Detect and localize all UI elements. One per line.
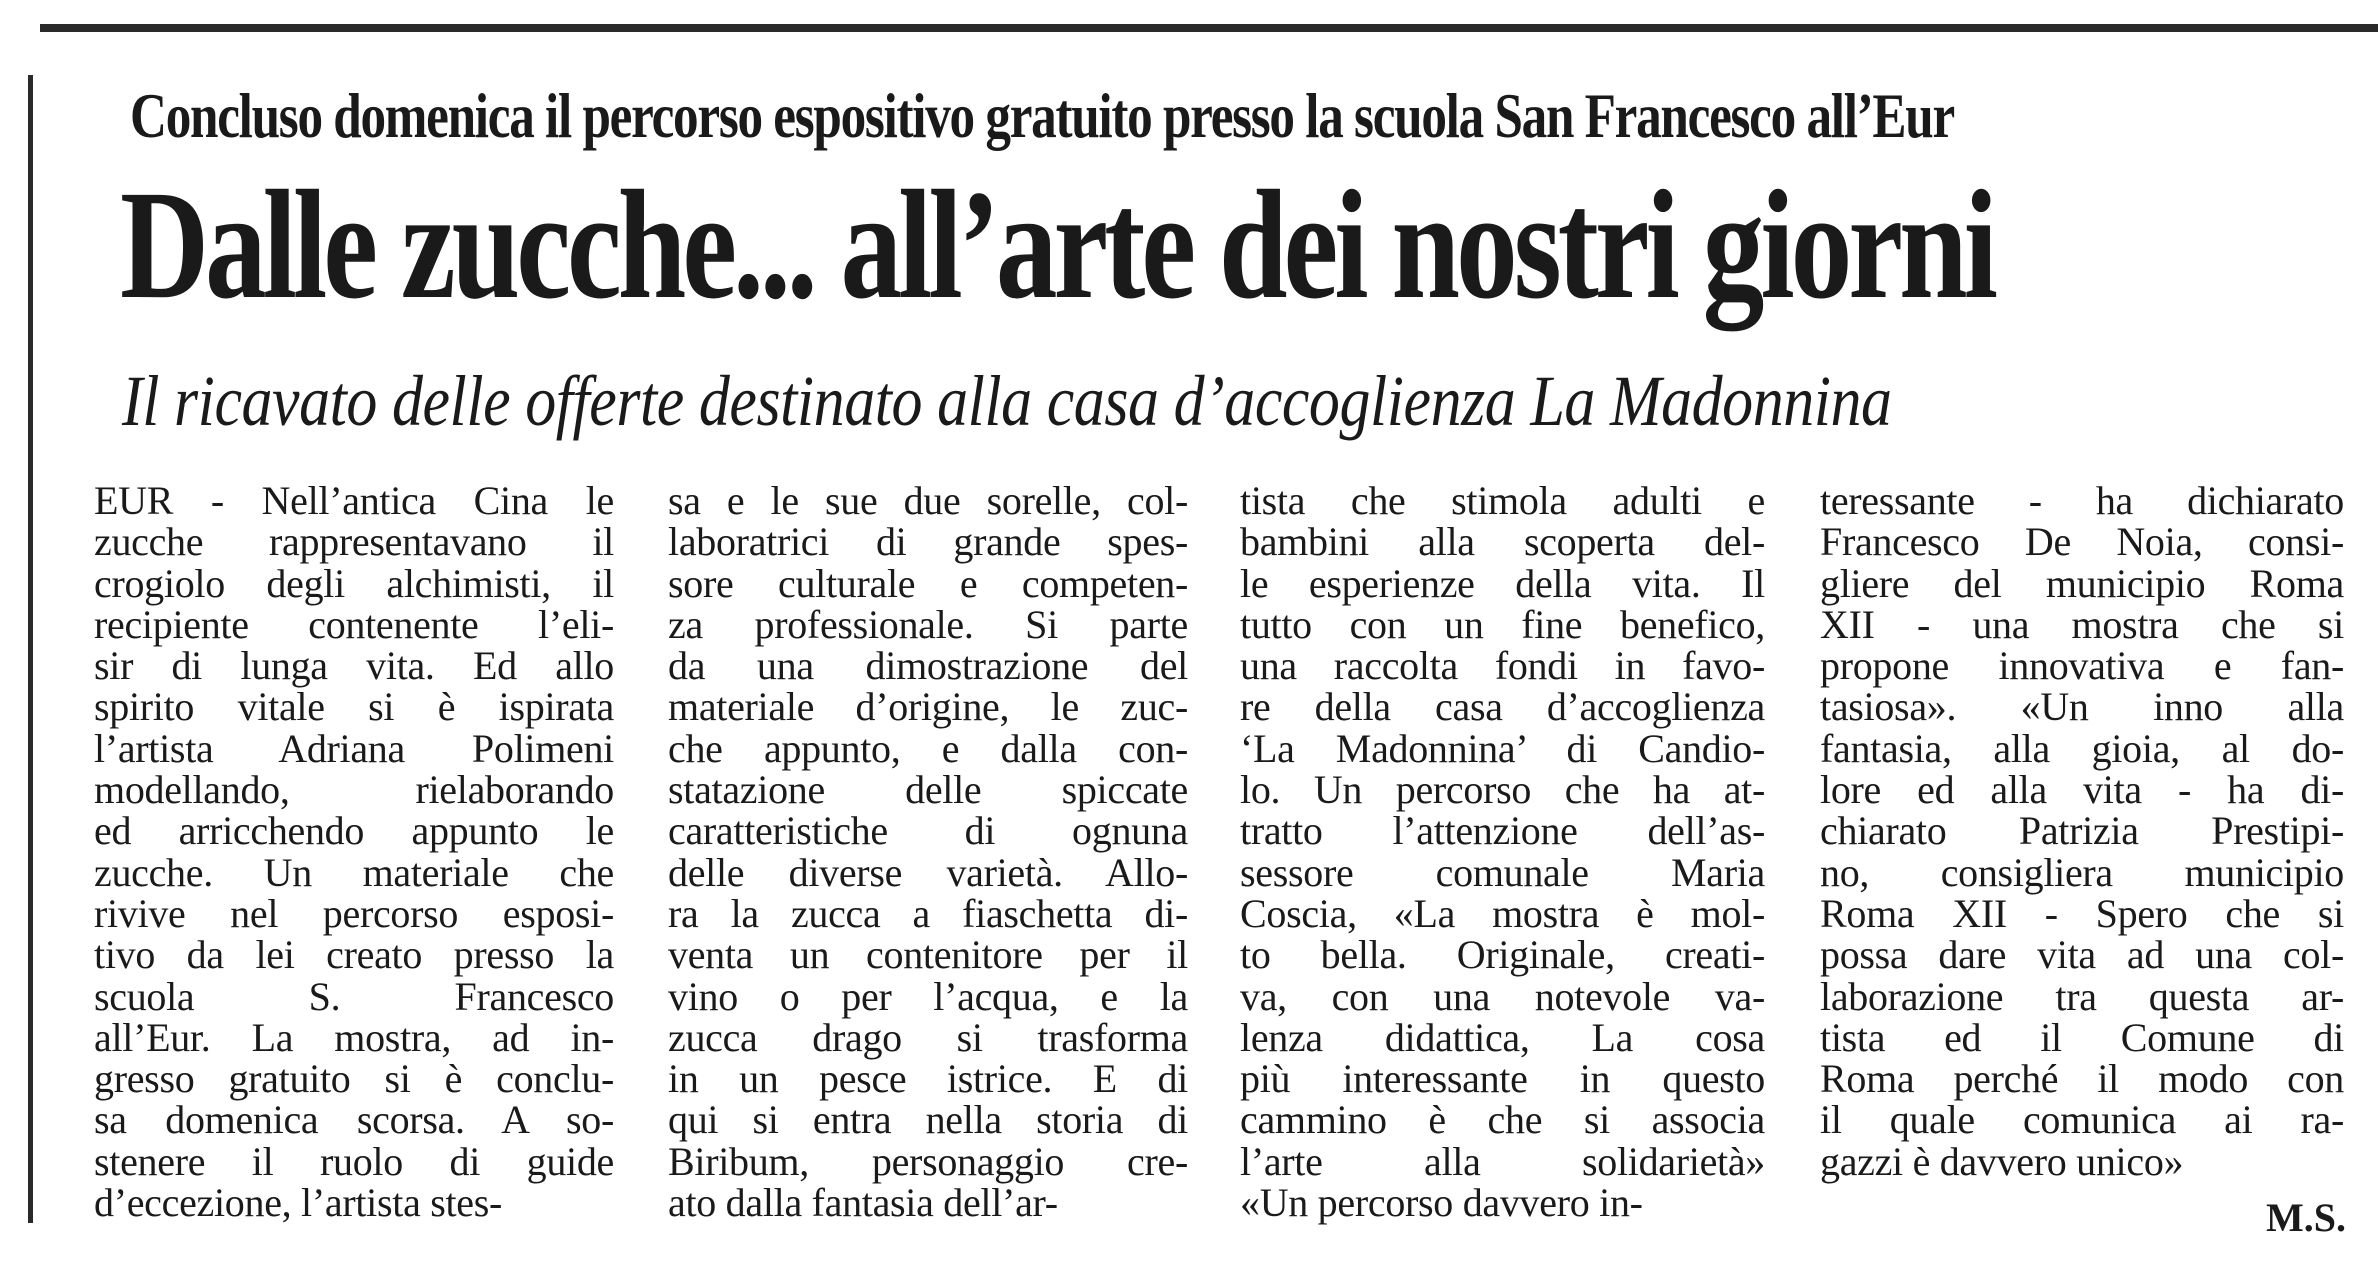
text-line: lenza didattica, La cosa: [1240, 1014, 1765, 1060]
text-line: sa e le sue due sorelle, col-: [668, 478, 1188, 523]
text-line: le esperienze della vita. Il: [1240, 560, 1765, 606]
text-line: da una dimostrazione del: [668, 643, 1188, 689]
text-line: ato dalla fantasia dell’ar-: [668, 1180, 1058, 1226]
text-line: sore culturale e competen-: [668, 560, 1188, 606]
text-line: che appunto, e dalla con-: [668, 725, 1188, 771]
text-line: teressante - ha dichiarato: [1820, 478, 2344, 523]
text-line: recipiente contenente l’eli-: [94, 601, 614, 647]
text-line: caratteristiche di ognuna: [668, 808, 1188, 854]
text-line: tista che stimola adulti e: [1240, 478, 1765, 523]
text-line: tratto l’attenzione dell’as-: [1240, 808, 1765, 854]
text-line: sir di lunga vita. Ed allo: [94, 643, 614, 689]
text-line: una raccolta fondi in favo-: [1240, 643, 1765, 689]
text-line: crogiolo degli alchimisti, il: [94, 560, 614, 606]
text-line: scuola S. Francesco: [94, 973, 614, 1019]
text-line: rivive nel percorso esposi-: [94, 890, 614, 936]
text-line: gazzi è davvero unico»: [1820, 1138, 2184, 1184]
text-line: laboratrici di grande spes-: [668, 519, 1188, 565]
text-line: Francesco De Noia, consi-: [1820, 519, 2344, 565]
text-line: zucche rappresentavano il: [94, 519, 614, 565]
text-line: il quale comunica ai ra-: [1820, 1097, 2344, 1143]
text-line: venta un contenitore per il: [668, 932, 1188, 978]
text-line: tutto con un fine benefico,: [1240, 601, 1765, 647]
text-line: stenere il ruolo di guide: [94, 1138, 614, 1184]
text-line: propone innovativa e fan-: [1820, 643, 2344, 689]
text-line: materiale d’origine, le zuc-: [668, 684, 1188, 730]
text-line: spirito vitale si è ispirata: [94, 684, 614, 730]
text-line: sessore comunale Maria: [1240, 849, 1765, 895]
text-line: modellando, rielaborando: [94, 767, 614, 813]
text-line: «Un percorso davvero in-: [1240, 1180, 1643, 1226]
text-line: Biribum, personaggio cre-: [668, 1138, 1188, 1184]
text-line: Roma XII - Spero che si: [1820, 890, 2344, 936]
text-line: laborazione tra questa ar-: [1820, 973, 2344, 1019]
text-line: tasiosa». «Un inno alla: [1820, 684, 2344, 730]
text-line: va, con una notevole va-: [1240, 973, 1765, 1019]
text-line: gresso gratuito si è conclu-: [94, 1056, 614, 1102]
text-line: qui si entra nella storia di: [668, 1097, 1188, 1143]
article-kicker: Concluso domenica il percorso espositivo gratuito presso la scuola San Francesco all’Eur: [130, 80, 1954, 151]
text-line: statazione delle spiccate: [668, 767, 1188, 813]
text-line: vino o per l’acqua, e la: [668, 973, 1188, 1019]
text-line: d’eccezione, l’artista stes-: [94, 1180, 503, 1226]
text-line: za professionale. Si parte: [668, 601, 1188, 647]
text-line: Roma perché il modo con: [1820, 1056, 2344, 1102]
article-column-2: [668, 478, 1188, 1226]
left-rule: [28, 75, 33, 1223]
article-column-1: [94, 478, 614, 1226]
text-line: zucche. Un materiale che: [94, 849, 614, 895]
text-line: to bella. Originale, creati-: [1240, 932, 1765, 978]
text-line: chiarato Patrizia Prestipi-: [1820, 808, 2344, 854]
text-line: fantasia, alla gioia, al do-: [1820, 725, 2344, 771]
text-line: tivo da lei creato presso la: [94, 932, 614, 978]
text-line: l’artista Adriana Polimeni: [94, 725, 614, 771]
article-headline: Dalle zucche... all’arte dei nostri giorni: [120, 158, 1995, 331]
text-line: in un pesce istrice. E di: [668, 1056, 1188, 1102]
text-line: cammino è che si associa: [1240, 1097, 1765, 1143]
text-line: ed arricchendo appunto le: [94, 808, 614, 854]
text-line: XII - una mostra che si: [1820, 601, 2344, 647]
text-line: ra la zucca a fiaschetta di-: [668, 890, 1188, 936]
text-line: bambini alla scoperta del-: [1240, 519, 1765, 565]
text-line: lore ed alla vita - ha di-: [1820, 767, 2344, 813]
text-line: l’arte alla solidarietà»: [1240, 1138, 1765, 1184]
text-line: no, consigliera municipio: [1820, 849, 2344, 895]
text-line: possa dare vita ad una col-: [1820, 932, 2344, 978]
article-subheadline: Il ricavato delle offerte destinato alla casa d’accoglienza La Madonnina: [122, 361, 1892, 441]
text-line: ‘La Madonnina’ di Candio-: [1240, 725, 1765, 771]
author-signature: M.S.: [2266, 1195, 2346, 1240]
text-line: EUR - Nell’antica Cina le: [94, 478, 614, 523]
text-line: sa domenica scorsa. A so-: [94, 1097, 614, 1143]
text-line: lo. Un percorso che ha at-: [1240, 767, 1765, 813]
text-line: tista ed il Comune di: [1820, 1014, 2344, 1060]
text-line: gliere del municipio Roma: [1820, 560, 2344, 606]
text-line: più interessante in questo: [1240, 1056, 1765, 1102]
article-column-3: [1240, 478, 1765, 1226]
text-line: re della casa d’accoglienza: [1240, 684, 1765, 730]
text-line: Coscia, «La mostra è mol-: [1240, 890, 1765, 936]
text-line: zucca drago si trasforma: [668, 1014, 1188, 1060]
text-line: all’Eur. La mostra, ad in-: [94, 1014, 614, 1060]
article-column-4: [1820, 480, 2344, 1182]
text-line: delle diverse varietà. Allo-: [668, 849, 1188, 895]
top-rule: [40, 24, 2378, 32]
